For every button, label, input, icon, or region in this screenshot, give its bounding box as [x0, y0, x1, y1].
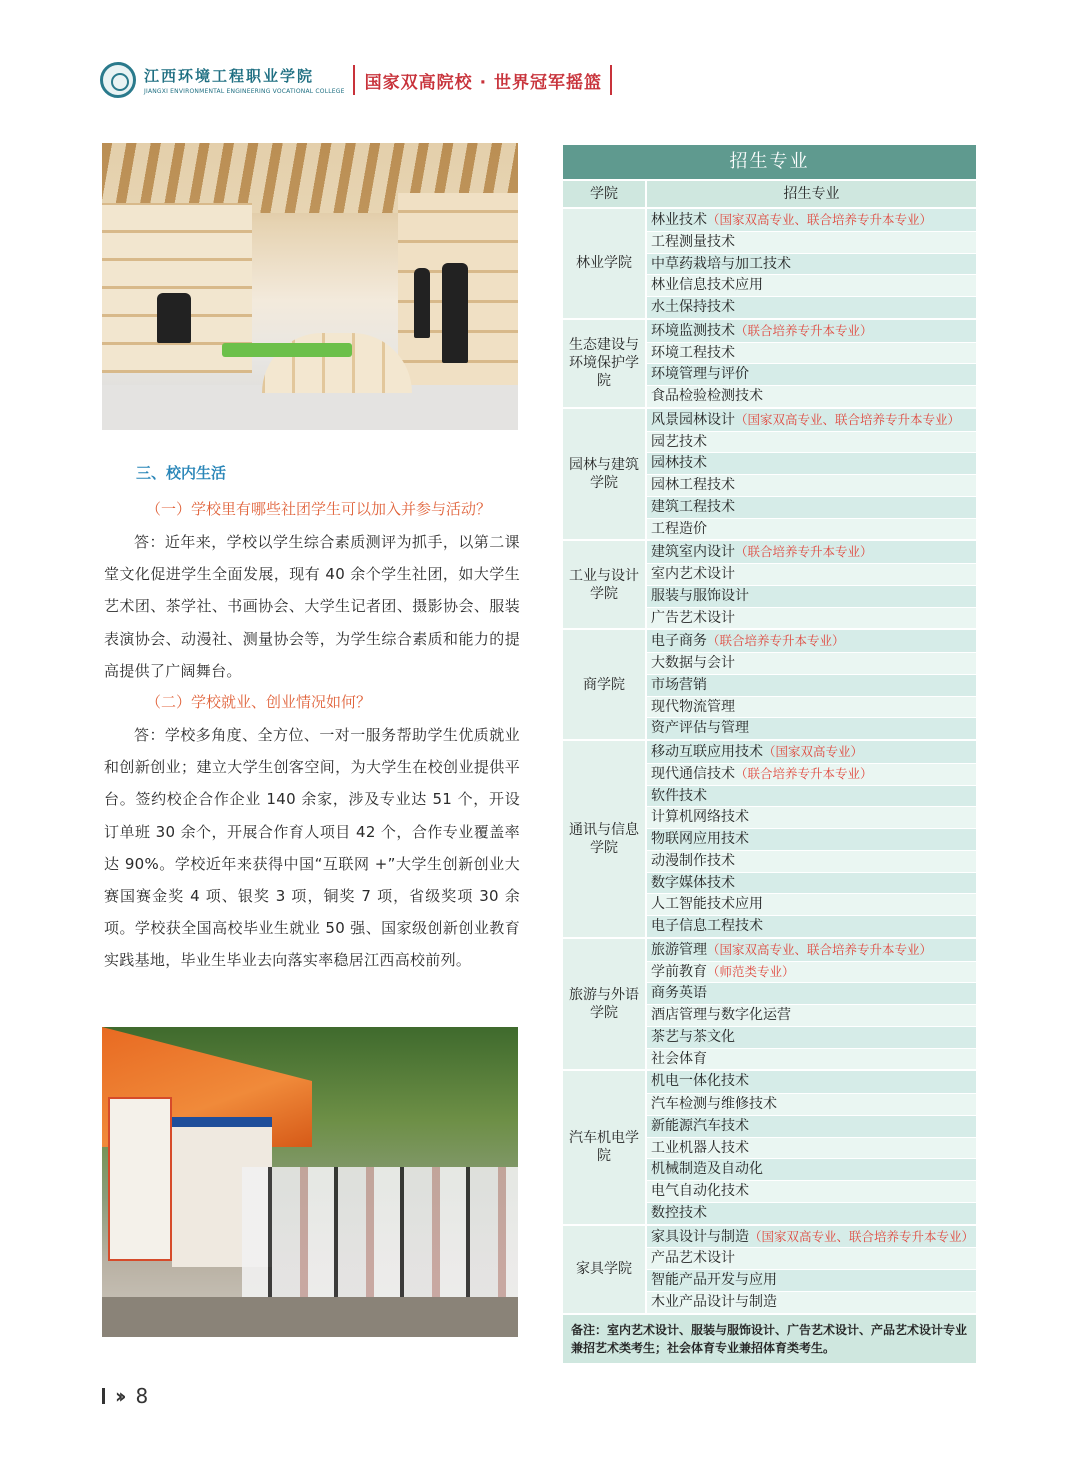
major-name: 市场营销: [651, 676, 707, 693]
table-group: [563, 539, 976, 628]
table-row: [647, 431, 976, 453]
table-row: [647, 1026, 976, 1048]
major-name: 软件技术: [651, 787, 707, 804]
table-row: [647, 1202, 976, 1224]
table-group: [563, 937, 976, 1070]
major-name: 园林工程技术: [651, 477, 735, 493]
footer-bar: [102, 1388, 105, 1404]
school-cell: 林业学院: [563, 209, 645, 318]
major-note: （国家双高专业、联合培养专升本专业）: [707, 212, 933, 227]
table-row: [647, 607, 976, 629]
table-row: [647, 363, 976, 385]
table-row: [647, 231, 976, 253]
major-name: 园林技术: [651, 455, 707, 472]
table-row: [647, 342, 976, 364]
table-row: [647, 1115, 976, 1137]
campus-life-section: [104, 460, 520, 981]
table-row: [647, 850, 976, 872]
table-row: [647, 1226, 976, 1248]
table-row: [647, 1093, 976, 1115]
school-cell: 工业与设计学院: [563, 541, 645, 628]
major-note: （师范类专业）: [707, 963, 795, 979]
table-row: [647, 1071, 976, 1093]
table-group: [563, 318, 976, 407]
school-cell: 园林与建筑学院: [563, 409, 645, 540]
table-row: [647, 1180, 976, 1202]
majors-list: [645, 320, 976, 407]
table-group: [563, 207, 976, 318]
major-name: 中草药栽培与加工技术: [651, 255, 791, 272]
college-emblem-icon: [100, 62, 136, 98]
table-row: [647, 696, 976, 718]
major-name: 电子信息工程技术: [651, 918, 763, 934]
page-footer: [102, 1384, 148, 1408]
table-row: [647, 209, 976, 231]
major-name: 旅游管理: [651, 941, 707, 958]
table-row: [647, 806, 976, 828]
major-note: （国家双高专业）: [763, 744, 864, 759]
table-row: [647, 763, 976, 785]
table-row: [647, 409, 976, 431]
major-name: 商务英语: [651, 985, 707, 1002]
major-name: 风景园林设计: [651, 411, 735, 428]
table-row: [647, 1269, 976, 1291]
table-row: [647, 496, 976, 518]
table-row: [647, 1048, 976, 1070]
major-name: 物联网应用技术: [651, 831, 749, 847]
major-name: 水土保持技术: [651, 299, 735, 315]
major-note: （联合培养专升本专业）: [707, 633, 845, 649]
school-cell: 商学院: [563, 630, 645, 739]
table-row: [647, 274, 976, 296]
major-name: 智能产品开发与应用: [651, 1272, 777, 1288]
header-slogan: 国家双高院校 · 世界冠军摇篮: [364, 72, 602, 93]
major-name: 木业产品设计与制造: [651, 1293, 777, 1310]
major-name: 计算机网络技术: [651, 809, 749, 826]
header-school: 学院: [590, 186, 618, 202]
table-row: [647, 785, 976, 807]
table-row: [647, 828, 976, 850]
header-divider-end: [610, 65, 612, 95]
college-name-cn: 江西环境工程职业学院: [144, 67, 315, 85]
table-row: [647, 1247, 976, 1269]
major-name: 学前教育: [651, 963, 707, 980]
table-row: [647, 630, 976, 652]
table-group: [563, 739, 976, 937]
major-name: 环境工程技术: [651, 344, 735, 361]
table-row: [647, 585, 976, 607]
majors-list: [645, 939, 976, 1070]
majors-table: [563, 145, 976, 1363]
major-name: 工程测量技术: [651, 233, 735, 250]
table-row: [647, 872, 976, 894]
table-row: [647, 296, 976, 318]
table-group: [563, 407, 976, 540]
major-name: 汽车检测与维修技术: [651, 1096, 777, 1112]
major-name: 酒店管理与数字化运营: [651, 1007, 791, 1023]
major-name: 家具设计与制造: [651, 1228, 749, 1245]
table-row: [647, 518, 976, 540]
table-row: [647, 563, 976, 585]
major-name: 茶艺与茶文化: [651, 1028, 735, 1045]
major-name: 林业信息技术应用: [651, 277, 763, 294]
major-name: 移动互联应用技术: [651, 744, 763, 760]
table-row: [647, 652, 976, 674]
table-row: [647, 474, 976, 496]
college-name-en: JIANGXI ENVIRONMENTAL ENGINEERING VOCATIONAL COLLEGE: [144, 88, 345, 95]
table-group: [563, 628, 976, 739]
answer-clubs: 答：近年来，学校以学生综合素质测评为抓手，以第二课堂文化促进学生全面发展，现有 40 余个学生社团，如大学生艺术团、茶学社、书画协会、大学生记者团、摄影协会、服装表演协会、动漫社、测量协会等，为学生综合素质和能力的提高提供了广阔舞台。: [104, 533, 520, 680]
school-cell: 汽车机电学院: [563, 1071, 645, 1223]
table-row: [647, 320, 976, 342]
major-name: 新能源汽车技术: [651, 1117, 749, 1134]
table-row: [647, 452, 976, 474]
question-employment: （二）学校就业、创业情况如何？: [146, 693, 372, 712]
major-name: 电气自动化技术: [651, 1183, 749, 1199]
table-row: [647, 893, 976, 915]
school-cell: 家具学院: [563, 1226, 645, 1313]
major-name: 资产评估与管理: [651, 720, 749, 737]
library-photo: [102, 143, 518, 430]
majors-list: [645, 1071, 976, 1223]
table-row: [647, 741, 976, 763]
table-row: [647, 385, 976, 407]
major-name: 动漫制作技术: [651, 852, 735, 869]
major-name: 数控技术: [651, 1204, 707, 1221]
major-name: 数字媒体技术: [651, 874, 735, 891]
major-name: 大数据与会计: [651, 655, 735, 671]
job-fair-photo: [102, 1027, 518, 1337]
majors-list: [645, 209, 976, 318]
majors-list: [645, 409, 976, 540]
major-name: 室内艺术设计: [651, 566, 735, 582]
major-note: （国家双高专业、联合培养专升本专业）: [749, 1228, 975, 1244]
page-number: 8: [135, 1384, 149, 1408]
page-header: [100, 58, 612, 102]
major-name: 环境监测技术: [651, 322, 735, 339]
major-name: 机械制造及自动化: [651, 1161, 763, 1178]
major-note: （联合培养专升本专业）: [735, 544, 873, 560]
section-title: 三、校内生活: [136, 464, 227, 482]
table-group: [563, 1069, 976, 1223]
major-name: 社会体育: [651, 1050, 707, 1067]
answer-employment: 答：学校多角度、全方位、一对一服务帮助学生优质就业和创新创业；建立大学生创客空间，为大学生在校创业提供平台。签约校企合作企业 140 余家，涉及专业达 51 个，开设订单班 30 余个，开展合作育人项目 42 个，合作专业覆盖率达 90%。学校近年来获得中国“互联网 +”大学生创新创业大赛国赛金奖 4 项、银奖 3 项，铜奖 7 项，省级奖项 30 余项。学校获全国高校毕业生就业 50 强、国家级创新创业教育实践基地，毕业生毕业去向落实率稳居江西高校前列。: [104, 726, 520, 970]
majors-list: [645, 1226, 976, 1313]
major-name: 食品检验检测技术: [651, 388, 763, 404]
school-cell: 通讯与信息学院: [563, 741, 645, 937]
question-clubs: （一）学校里有哪些社团学生可以加入并参与活动？: [146, 500, 492, 518]
table-footnote: 备注：室内艺术设计、服装与服饰设计、广告艺术设计、产品艺术设计专业兼招艺术类考生；社会体育专业兼招体育类考生。: [563, 1315, 976, 1363]
major-name: 建筑工程技术: [651, 498, 735, 515]
major-name: 建筑室内设计: [651, 544, 735, 561]
major-name: 环境管理与评价: [651, 366, 749, 383]
major-note: （国家双高专业、联合培养专升本专业）: [707, 941, 933, 957]
table-row: [647, 717, 976, 739]
header-divider: [353, 65, 355, 95]
double-chevron-right-icon: ››: [115, 1384, 122, 1408]
table-title: 招生专业: [563, 145, 976, 179]
table-row: [647, 541, 976, 563]
major-name: 园艺技术: [651, 433, 707, 450]
table-row: [647, 982, 976, 1004]
table-row: [647, 674, 976, 696]
major-name: 现代通信技术: [651, 765, 735, 782]
majors-list: [645, 541, 976, 628]
major-name: 工程造价: [651, 520, 707, 537]
major-name: 广告艺术设计: [651, 609, 735, 626]
majors-list: [645, 630, 976, 739]
header-major: 招生专业: [645, 181, 976, 207]
major-note: （国家双高专业、联合培养专升本专业）: [735, 411, 961, 427]
major-name: 林业技术: [651, 212, 707, 228]
table-row: [647, 1004, 976, 1026]
school-cell: 生态建设与环境保护学院: [563, 320, 645, 407]
major-name: 服装与服饰设计: [651, 587, 749, 604]
table-row: [647, 961, 976, 983]
table-row: [647, 1291, 976, 1313]
table-row: [647, 915, 976, 937]
major-note: （联合培养专升本专业）: [735, 322, 873, 338]
table-header: [563, 181, 976, 207]
major-name: 机电一体化技术: [651, 1073, 749, 1090]
table-row: [647, 939, 976, 961]
major-name: 工业机器人技术: [651, 1139, 749, 1156]
majors-list: [645, 741, 976, 937]
table-body: [563, 207, 976, 1313]
table-group: [563, 1224, 976, 1313]
table-row: [647, 253, 976, 275]
major-note: （联合培养专升本专业）: [735, 765, 873, 781]
college-logo: [144, 65, 345, 95]
major-name: 现代物流管理: [651, 698, 735, 715]
major-name: 产品艺术设计: [651, 1250, 735, 1267]
table-row: [647, 1158, 976, 1180]
major-name: 人工智能技术应用: [651, 896, 763, 913]
school-cell: 旅游与外语学院: [563, 939, 645, 1070]
major-name: 电子商务: [651, 633, 707, 650]
table-row: [647, 1137, 976, 1159]
